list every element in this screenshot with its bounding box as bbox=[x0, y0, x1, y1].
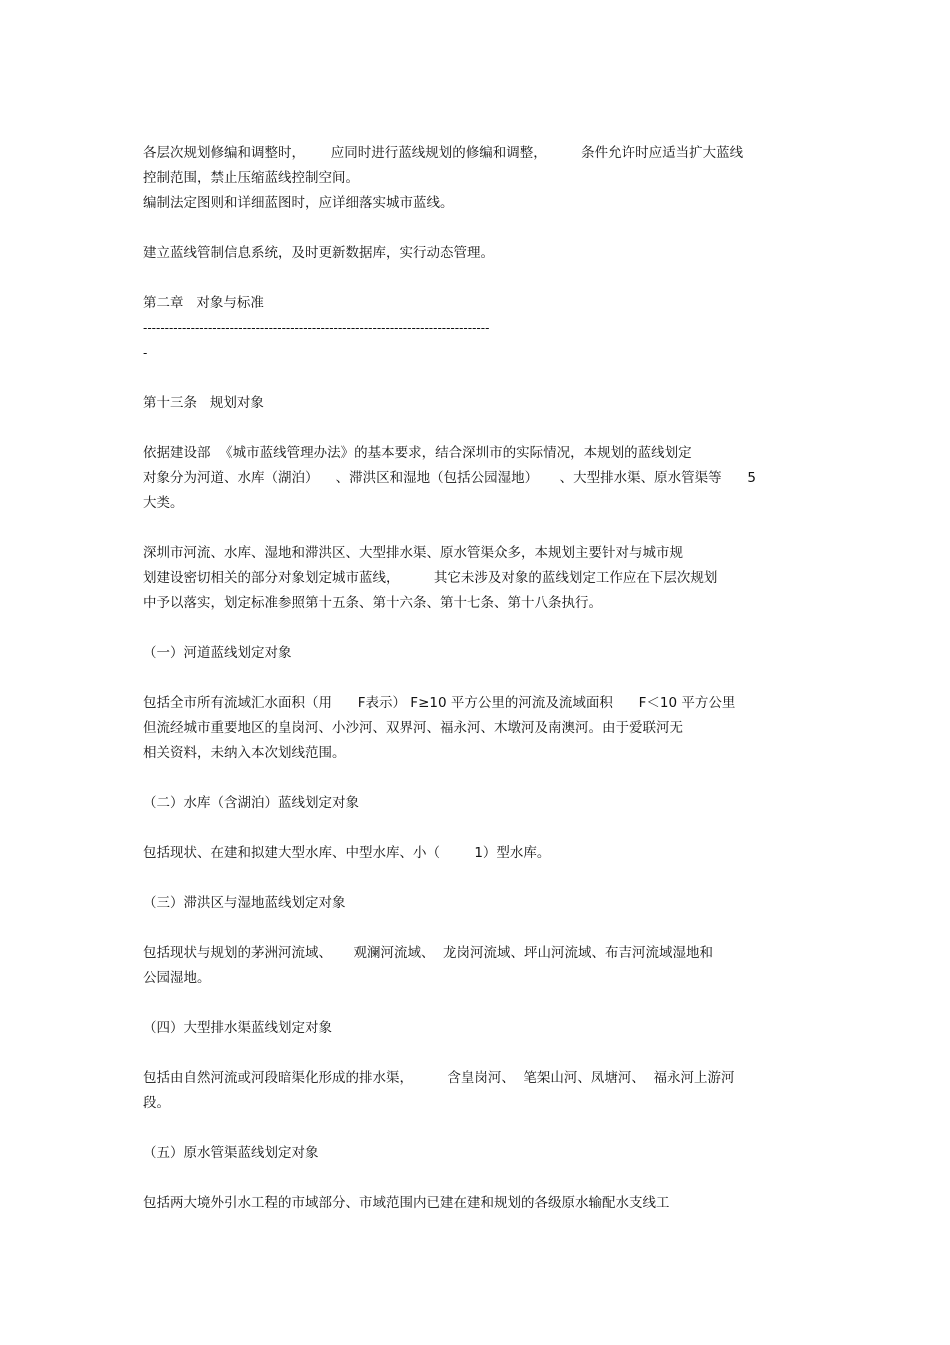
chapter-separator-line-2: - bbox=[143, 346, 148, 360]
article-13-title: 第十三条 规划对象 bbox=[143, 395, 264, 411]
heading-rivers: （一）河道蓝线划定对象 bbox=[143, 645, 292, 661]
para-objects-line-1: 依据建设部 《城市蓝线管理办法》的基本要求，结合深圳市的实际情况，本规划的蓝线划定 bbox=[143, 445, 692, 461]
heading-reservoirs: （二）水库（含湖泊）蓝线划定对象 bbox=[143, 795, 359, 811]
para-scope-line-3: 中予以落实，划定标准参照第十五条、第十六条、第十七条、第十八条执行。 bbox=[143, 595, 602, 611]
heading-drainage: （四）大型排水渠蓝线划定对象 bbox=[143, 1020, 332, 1036]
para-rivers-line-1: 包括全市所有流域汇水面积（用 F表示） F≥10 平方公里的河流及流域面积 F＜10 平方公里 bbox=[143, 695, 736, 711]
para-scope-line-1: 深圳市河流、水库、湿地和滞洪区、大型排水渠、原水管渠众多，本规划主要针对与城市规 bbox=[143, 545, 683, 561]
para-reservoirs-line-1: 包括现状、在建和拟建大型水库、中型水库、小（ 1）型水库。 bbox=[143, 845, 551, 861]
heading-wetlands: （三）滞洪区与湿地蓝线划定对象 bbox=[143, 895, 346, 911]
para-wetlands-line-1: 包括现状与规划的茅洲河流域、 观澜河流域、 龙岗河流域、坪山河流域、布吉河流域湿地和 bbox=[143, 945, 714, 961]
heading-raw-water: （五）原水管渠蓝线划定对象 bbox=[143, 1145, 319, 1161]
chapter-separator-line-1: -------------------------------------------------------------------------------- bbox=[143, 321, 490, 335]
para-raw-water-line-1: 包括两大境外引水工程的市域部分、市域范围内已建在建和规划的各级原水输配水支线工 bbox=[143, 1195, 670, 1211]
para-rivers-line-2: 但流经城市重要地区的皇岗河、小沙河、双界河、福永河、木墩河及南澳河。由于爱联河无 bbox=[143, 720, 683, 736]
para-revision-line-2: 控制范围，禁止压缩蓝线控制空间。 bbox=[143, 170, 359, 186]
para-objects-line-2: 对象分为河道、水库（湖泊） 、滞洪区和湿地（包括公园湿地） 、大型排水渠、原水管渠等 5 bbox=[143, 470, 756, 486]
para-wetlands-line-2: 公园湿地。 bbox=[143, 970, 211, 986]
para-scope-line-2: 划建设密切相关的部分对象划定城市蓝线， 其它未涉及对象的蓝线划定工作应在下层次规划 bbox=[143, 570, 718, 586]
para-info-system-line-1: 建立蓝线管制信息系统，及时更新数据库，实行动态管理。 bbox=[143, 245, 494, 261]
chapter-two-title: 第二章 对象与标准 bbox=[143, 295, 264, 311]
para-drainage-line-2: 段。 bbox=[143, 1095, 170, 1111]
para-rivers-line-3: 相关资料，未纳入本次划线范围。 bbox=[143, 745, 346, 761]
para-revision-line-3: 编制法定图则和详细蓝图时，应详细落实城市蓝线。 bbox=[143, 195, 454, 211]
para-objects-line-3: 大类。 bbox=[143, 495, 184, 511]
para-revision-line-1: 各层次规划修编和调整时， 应同时进行蓝线规划的修编和调整， 条件允许时应适当扩大蓝线 bbox=[143, 145, 744, 161]
para-drainage-line-1: 包括由自然河流或河段暗渠化形成的排水渠， 含皇岗河、 笔架山河、凤塘河、 福永河上游河 bbox=[143, 1070, 735, 1086]
